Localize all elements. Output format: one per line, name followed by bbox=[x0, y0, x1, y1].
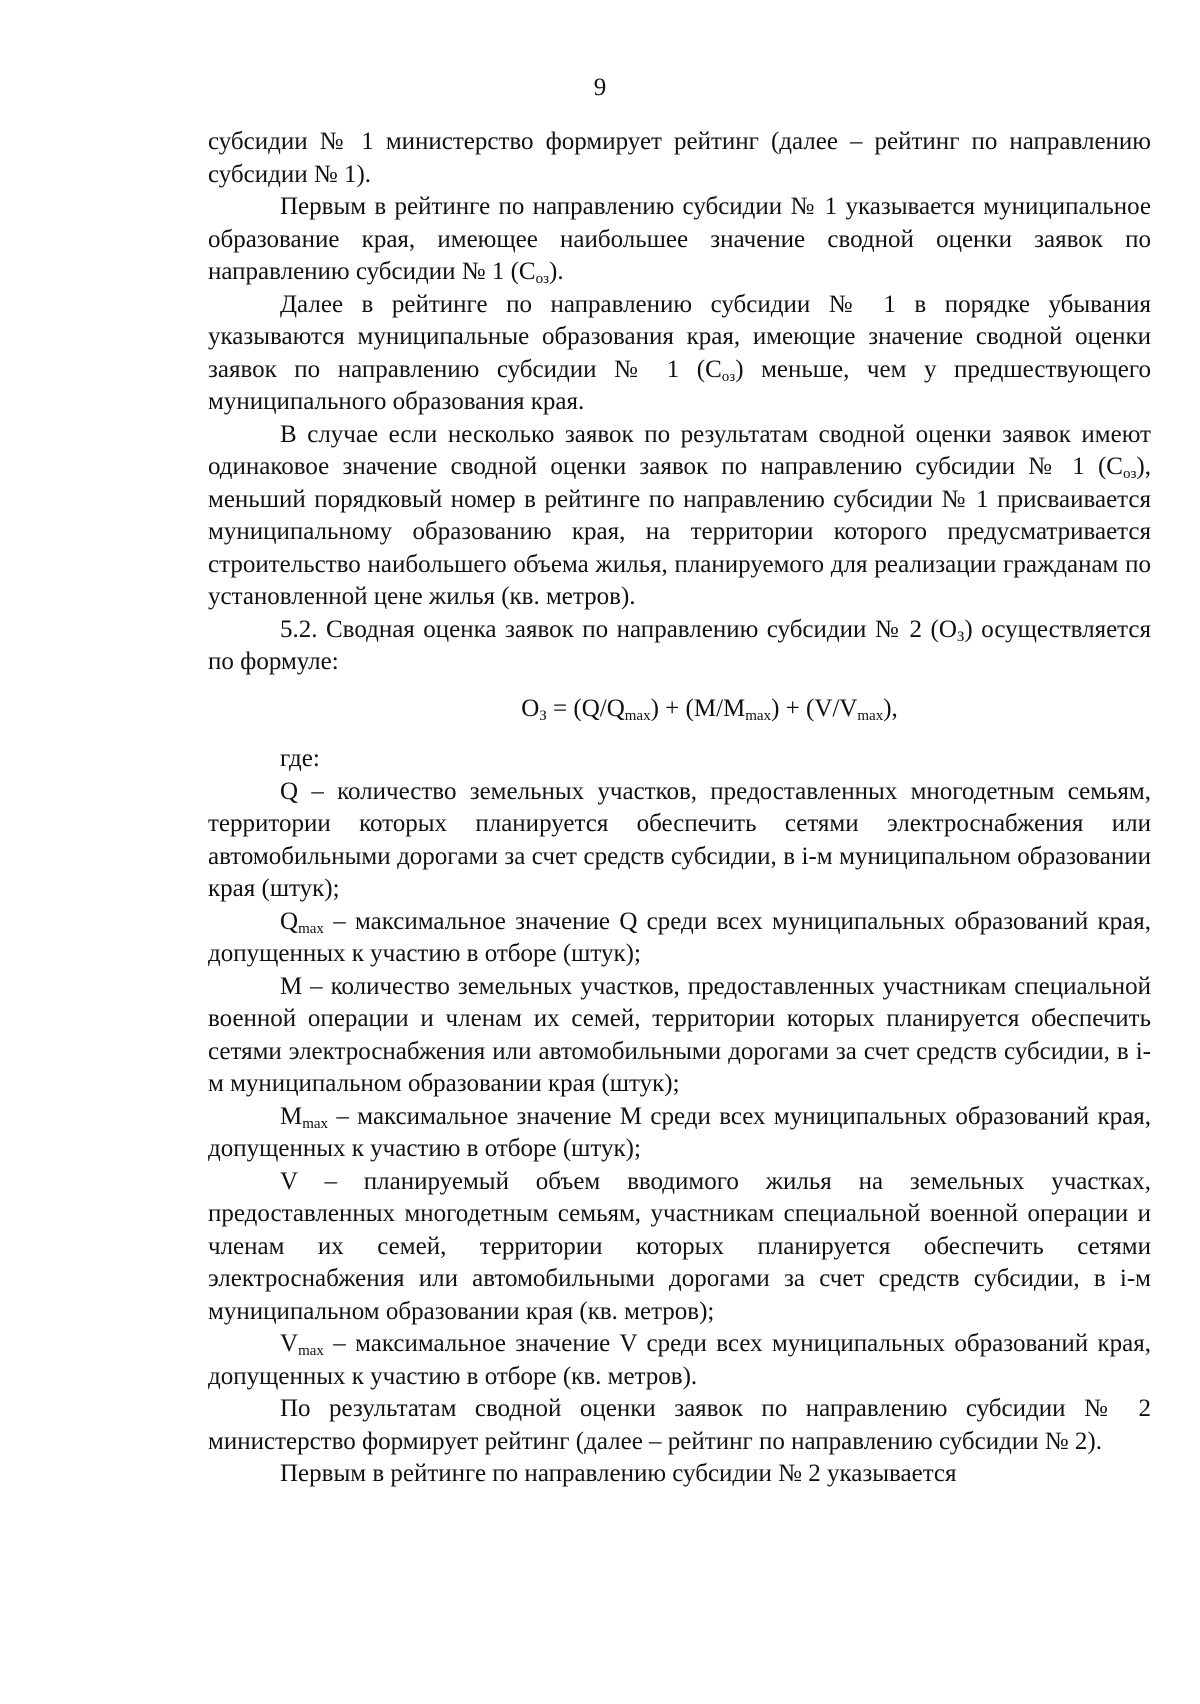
subscript: max bbox=[624, 707, 651, 724]
text-run: ). bbox=[549, 258, 564, 285]
subscript: З bbox=[539, 707, 547, 724]
subscript: max bbox=[302, 1115, 329, 1132]
paragraph bbox=[208, 419, 1151, 614]
text-run: ) + (V/V bbox=[771, 694, 858, 722]
text-run: где: bbox=[280, 745, 320, 772]
text-run: – максимальное значение Q среди всех муниципальных образований края, допущенных к участию в отборе (штук); bbox=[208, 907, 1151, 967]
paragraph bbox=[208, 126, 1151, 191]
document-body bbox=[208, 126, 1151, 1491]
text-run: Q – количество земельных участков, предоставленных многодетным семьям, территории которых планируется обеспечить сетями электроснабжения или автомобильными дорогами за счет средств субсидии, в i-м муниципальном образовании края (штук); bbox=[208, 777, 1151, 902]
subscript: max bbox=[298, 920, 324, 937]
page-number: 9 bbox=[593, 74, 607, 101]
formula bbox=[208, 693, 1151, 726]
text-run: О bbox=[521, 694, 540, 722]
paragraph bbox=[208, 1393, 1151, 1458]
text-run: ) меньше, чем у предшествующего муниципального образования края. bbox=[208, 355, 1151, 415]
text-run: M bbox=[280, 1102, 303, 1130]
text-run: субсидии № 1 министерство формирует рейтинг (далее – рейтинг по направлению субсидии № 1). bbox=[208, 128, 1151, 188]
text-run: V – планируемый объем вводимого жилья на земельных участках, предоставленных многодетным семьям, участникам специальной военной операции и членам их семей, территории которых планируется обеспечить сетями электроснабжения или автомобильными дорогами за счет средств субсидии, в i-м муниципальном образовании края (кв. метров); bbox=[208, 1167, 1151, 1325]
text-run: ) осуществляется по формуле: bbox=[208, 615, 1152, 675]
paragraph bbox=[208, 1328, 1151, 1393]
paragraph bbox=[208, 971, 1151, 1101]
paragraph bbox=[208, 1101, 1151, 1166]
text-run: По результатам сводной оценки заявок по направлению субсидии № 2 министерство формирует рейтинг (далее – рейтинг по направлению субсидии № 2). bbox=[208, 1395, 1151, 1455]
text-run: V bbox=[280, 1330, 299, 1357]
text-run: M – количество земельных участков, предоставленных участникам специальной военной операции и членам их семей, территории которых планируется обеспечить сетями электроснабжения или автомобильными дорогами за счет средств субсидии, в i-м муниципальном образовании края (штук); bbox=[208, 972, 1151, 1097]
subscript: max bbox=[298, 1343, 324, 1359]
text-run: ) + (M/M bbox=[650, 694, 746, 722]
text-run: Далее в рейтинге по направлению субсидии № 1 в порядке убывания указываются муниципальные образования края, имеющие значение сводной оценки заявок по направлению субсидии № 1 (С bbox=[208, 290, 1151, 383]
paragraph bbox=[208, 289, 1151, 419]
subscript: оз bbox=[1122, 466, 1137, 482]
paragraph bbox=[208, 1166, 1151, 1329]
text-run: ), меньший порядковый номер в рейтинге по направлению субсидии № 1 присваивается муниципальному образованию края, на территории которого предусматривается строительство наибольшего объема жилья, планируемого для реализации гражданам по установленной цене жилья (кв. метров). bbox=[208, 453, 1151, 610]
text-run: Q bbox=[280, 907, 299, 935]
text-run: ), bbox=[883, 694, 898, 722]
subscript: max bbox=[857, 707, 884, 724]
text-run: = (Q/Q bbox=[546, 694, 625, 722]
paragraph bbox=[208, 191, 1151, 289]
text-run: – максимальное значение M среди всех муниципальных образований края, допущенных к участию в отборе (штук); bbox=[208, 1102, 1151, 1162]
text-run: 5.2. Сводная оценка заявок по направлению субсидии № 2 (О bbox=[280, 615, 957, 643]
paragraph bbox=[208, 906, 1151, 971]
paragraph bbox=[208, 743, 1151, 776]
subscript: max bbox=[745, 707, 772, 724]
text-run: В случае если несколько заявок по результатам сводной оценки заявок имеют одинаковое значение сводной оценки заявок по направлению субсидии № 1 (С bbox=[208, 420, 1151, 480]
subscript: оз bbox=[535, 271, 550, 287]
text-run: Первым в рейтинге по направлению субсидии № 2 указывается bbox=[280, 1460, 957, 1487]
paragraph bbox=[208, 614, 1151, 679]
text-run: – максимальное значение V среди всех муниципальных образований края, допущенных к участию в отборе (кв. метров). bbox=[208, 1330, 1151, 1390]
text-run: Первым в рейтинге по направлению субсидии № 1 указывается муниципальное образование края, имеющее наибольшее значение сводной оценки заявок по направлению субсидии № 1 (С bbox=[208, 193, 1151, 285]
paragraph bbox=[208, 776, 1151, 906]
subscript: З bbox=[956, 628, 965, 645]
subscript: оз bbox=[721, 368, 736, 385]
paragraph bbox=[208, 1458, 1151, 1491]
